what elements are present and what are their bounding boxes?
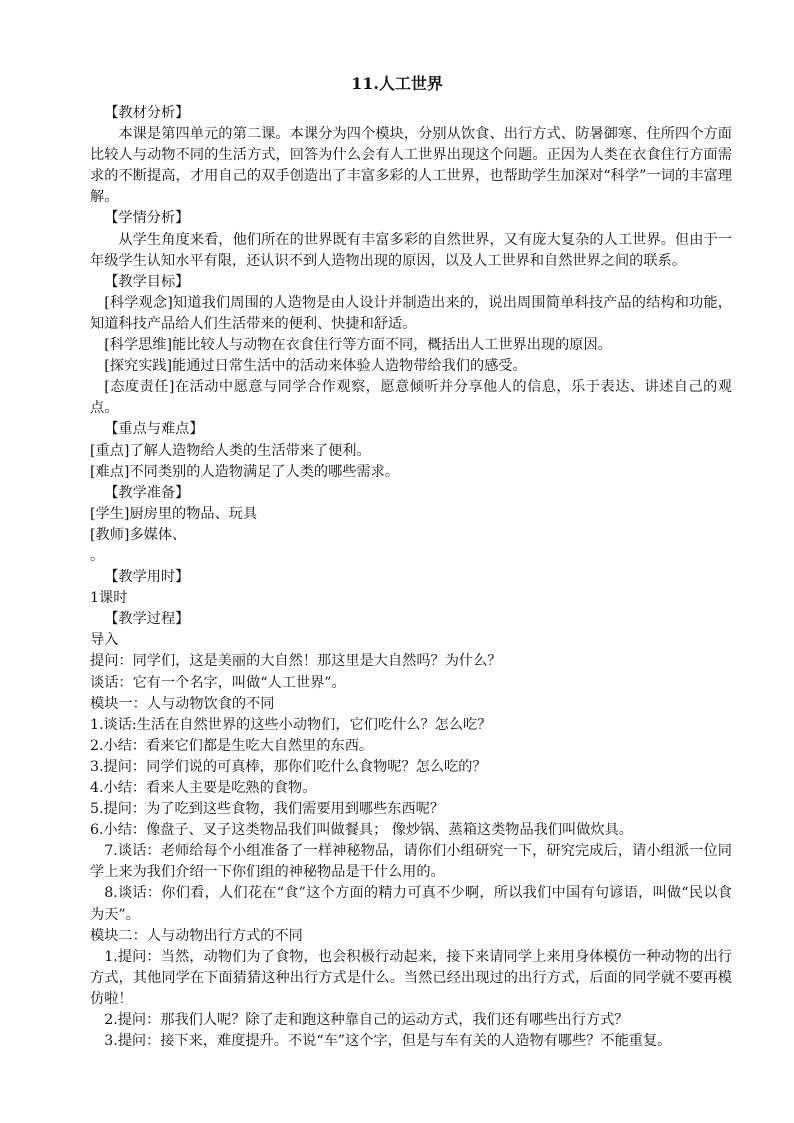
paragraph: 从学生角度来看，他们所在的世界既有丰富多彩的自然世界，又有庞大复杂的人工世界。但由于一年级学生认知水平有限，还认识不到人造物出现的原因，以及人工世界和自然世界之间的联系。	[90, 231, 732, 269]
paragraph: 1.谈话:生活在自然世界的这些小动物们，它们吃什么？怎么吃？	[90, 716, 492, 733]
paragraph: [难点]不同类别的人造物满足了人类的哪些需求。	[90, 463, 400, 480]
section-heading: 【教学准备】	[104, 484, 190, 501]
paragraph: 5.提问：为了吃到这些食物，我们需要用到哪些东西呢？	[90, 801, 445, 818]
section-heading: 【重点与难点】	[104, 421, 204, 438]
section-heading: 【教学用时】	[104, 569, 190, 586]
section-heading: 【教学过程】	[104, 611, 190, 628]
paragraph: 2.提问：那我们人呢？除了走和跑这种靠自己的运动方式，我们还有哪些出行方式？	[104, 1012, 629, 1029]
paragraph: 提问：同学们，这是美丽的大自然！那这里是大自然吗？为什么？	[90, 653, 502, 670]
paragraph: 3.提问：接下来，难度提升。不说“车”这个字，但是与车有关的人造物有哪些？不能重复。	[104, 1033, 672, 1050]
paragraph: 导入	[90, 632, 119, 649]
document-body	[90, 103, 732, 1052]
paragraph: [重点]了解人造物给人类的生活带来了便利。	[90, 442, 371, 459]
paragraph: 1.提问：当然，动物们为了食物，也会积极行动起来，接下来请同学上来用身体模仿一种动物的出行方式，其他同学在下面猜猜这种出行方式是什么。当然已经出现过的出行方式，后面的同学就不要再模仿啦！	[90, 948, 732, 1007]
paragraph: 1课时	[90, 590, 128, 607]
paragraph: 8.谈话：你们看，人们花在“食”这个方面的精力可真不少啊，所以我们中国有句谚语，叫做“民以食为天”。	[90, 885, 732, 923]
section-heading: 【教材分析】	[104, 105, 190, 121]
section-heading: 【学情分析】	[104, 210, 190, 227]
module-heading: 模块一：人与动物饮食的不同	[90, 695, 275, 712]
module-heading: 模块二：人与动物出行方式的不同	[90, 927, 303, 944]
paragraph: 4.小结：看来人主要是吃熟的食物。	[90, 780, 317, 796]
paragraph: [态度责任]在活动中愿意与同学合作观察，愿意倾听并分享他人的信息，乐于表达、讲述自己的观点。	[90, 379, 732, 417]
paragraph: 3.提问：同学们说的可真棒，那你们吃什么食物呢？怎么吃的？	[90, 758, 487, 775]
paragraph: [探究实践]能通过日常生活中的活动来体验人造物带给我们的感受。	[104, 358, 527, 375]
paragraph: 谈话：它有一个名字，叫做“人工世界”。	[90, 674, 346, 691]
paragraph: 6.小结：像盘子、叉子这类物品我们叫做餐具； 像炒锅、蒸箱这类物品我们叫做炊具。	[90, 822, 633, 839]
paragraph: [科学观念]知道我们周围的人造物是由人设计并制造出来的，说出周围简单科技产品的结构和功能，知道科技产品给人们生活带来的便利、快捷和舒适。	[90, 294, 732, 332]
paragraph: [学生]厨房里的物品、玩具	[90, 505, 258, 522]
paragraph: 。	[90, 547, 105, 564]
document-title: 11.人工世界	[351, 74, 443, 93]
paragraph: [科学思维]能比较人与动物在衣食住行等方面不同，概括出人工世界出现的原因。	[104, 337, 612, 354]
paragraph: 本课是第四单元的第二课。本课分为四个模块，分别从饮食、出行方式、防暑御寒、住所四个方面比较人与动物不同的生活方式，回答为什么会有人工世界出现这个问题。正因为人类在衣食住行方面需求的不断提高，才用自己的双手创造出了丰富多彩的人工世界，也帮助学生加深对“科学”一词的丰富理解。	[90, 126, 732, 206]
paragraph: 2.小结：看来它们都是生吃大自然里的东西。	[90, 737, 374, 754]
paragraph: 7.谈话：老师给每个小组准备了一样神秘物品，请你们小组研究一下，研究完成后，请小组派一位同学上来为我们介绍一下你们组的神秘物品是干什么用的。	[90, 843, 732, 881]
paragraph: [教师]多媒体、	[90, 526, 187, 543]
section-heading: 【教学目标】	[104, 273, 190, 290]
